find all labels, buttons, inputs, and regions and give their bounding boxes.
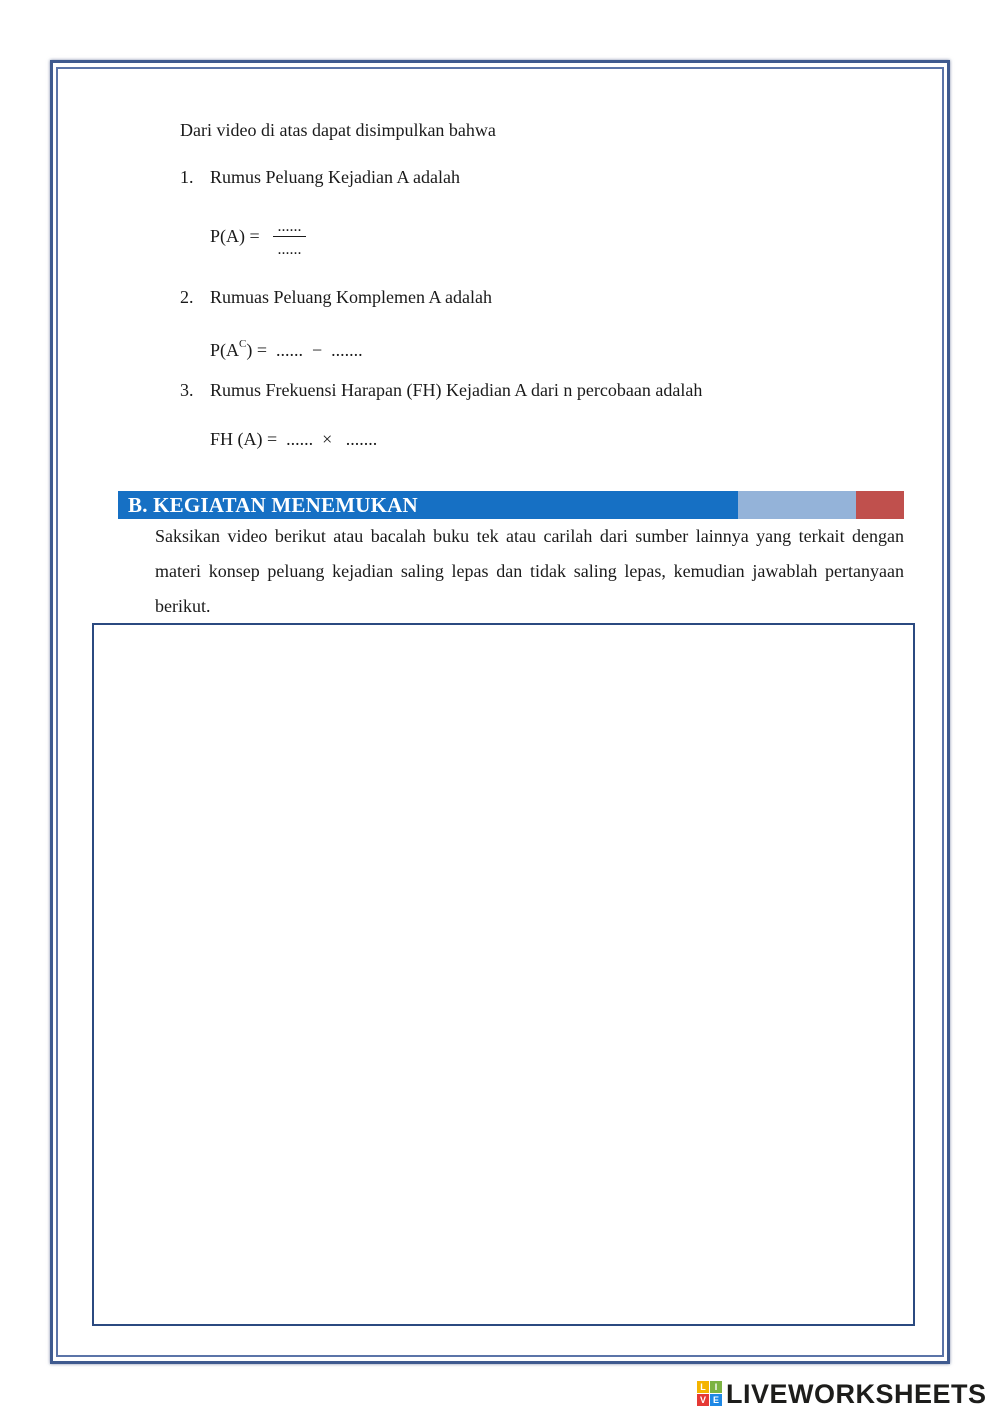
answer-box[interactable]	[92, 623, 915, 1326]
section-paragraph: Saksikan video berikut atau bacalah buku tek atau carilah dari sumber lainnya yang terkait dengan materi konsep peluang kejadian saling lepas dan tidak saling lepas, kemudian jawablah pertanyaan berikut.	[155, 526, 904, 616]
formula-2-lhs-suffix: ) =	[246, 340, 268, 360]
section-header-bar	[118, 491, 904, 519]
formula-3-lhs: FH (A) =	[210, 429, 278, 449]
formula-2-rhs: ...... − .......	[276, 340, 363, 360]
logo-text: LIVEWORKSHEETS	[726, 1378, 987, 1409]
formula-1-fraction	[273, 220, 306, 259]
intro-text: Dari video di atas dapat disimpulkan bahwa	[180, 120, 496, 140]
section-title: B. KEGIATAN MENEMUKAN	[128, 493, 418, 517]
formula-1-numerator: ......	[273, 220, 306, 237]
item-2-number: 2.	[180, 287, 194, 307]
item-1-number: 1.	[180, 167, 194, 187]
formula-3-rhs: ...... × .......	[286, 429, 378, 449]
item-3-number: 3.	[180, 380, 194, 400]
section-bar-light	[738, 491, 856, 519]
formula-3	[210, 428, 377, 450]
item-1-text: Rumus Peluang Kejadian A adalah	[210, 167, 460, 187]
liveworksheets-logo	[697, 1378, 987, 1410]
formula-1-lhs: P(A) =	[210, 226, 260, 246]
formula-1-denominator: ......	[277, 241, 302, 258]
liveworksheets-logo-icon: L I V E	[697, 1381, 723, 1407]
formula-2-lhs-prefix: P(A	[210, 340, 240, 360]
formula-2	[210, 333, 363, 361]
formula-2-superscript: C	[239, 338, 247, 350]
item-2-text: Rumuas Peluang Komplemen A adalah	[210, 287, 492, 307]
item-3-text: Rumus Frekuensi Harapan (FH) Kejadian A dari n percobaan adalah	[210, 380, 703, 400]
section-bar-red	[856, 491, 904, 519]
